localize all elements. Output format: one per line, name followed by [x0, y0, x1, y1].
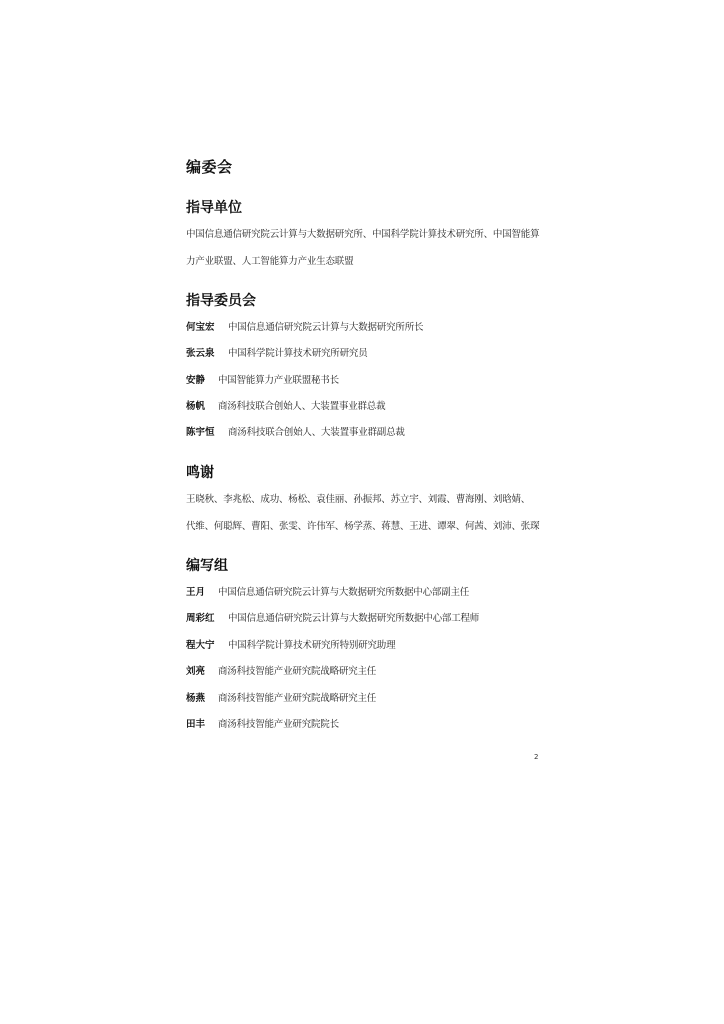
member-name: 程大宁: [186, 640, 215, 651]
member-title: 中国科学院计算技术研究所特别研究助理: [228, 640, 396, 651]
writing-group-member: [186, 690, 376, 704]
member-name: 王月: [186, 587, 206, 598]
guiding-committee-heading: 指导委员会: [186, 293, 256, 309]
member-name: 田丰: [186, 719, 206, 730]
member-title: 中国科学院计算技术研究所研究员: [228, 348, 368, 359]
member-title: 中国信息通信研究院云计算与大数据研究所所长: [228, 322, 424, 333]
member-title: 商汤科技联合创始人、大装置事业群副总裁: [228, 427, 405, 438]
committee-member: [186, 424, 405, 438]
writing-group-member: [186, 663, 376, 677]
guiding-units-heading: 指导单位: [186, 200, 242, 216]
committee-member: [186, 372, 339, 386]
writing-group-member: [186, 716, 339, 730]
writing-group-member: [186, 610, 479, 624]
member-name: 杨帆: [186, 401, 206, 412]
member-title: 商汤科技联合创始人、大装置事业群总裁: [218, 401, 386, 412]
acknowledgements-line: 代维、何聪辉、曹阳、张雯、许伟军、杨学蒸、蒋慧、王进、谭翠、何茜、刘沛、张琛: [186, 521, 540, 532]
member-name: 何宝宏: [186, 322, 215, 333]
doc-title: 编委会: [186, 158, 233, 176]
guiding-units-line: 力产业联盟、人工智能算力产业生态联盟: [186, 256, 354, 267]
document-page: [186, 0, 542, 1024]
writing-group-heading: 编写组: [186, 558, 228, 574]
writing-group-member: [186, 637, 395, 651]
member-title: 中国信息通信研究院云计算与大数据研究所数据中心部副主任: [218, 587, 470, 598]
member-name: 安静: [186, 375, 206, 386]
member-name: 杨燕: [186, 693, 206, 704]
acknowledgements-line: 王晓秋、李兆松、成功、杨松、袁佳丽、孙振邦、苏立宇、刘霞、曹海刚、刘晗婧、: [186, 494, 531, 505]
acknowledgements-heading: 鸣谢: [186, 465, 214, 481]
member-name: 刘亮: [186, 666, 206, 677]
member-title: 商汤科技智能产业研究院战略研究主任: [218, 666, 377, 677]
member-name: 陈宇恒: [186, 427, 215, 438]
guiding-units-line: 中国信息通信研究院云计算与大数据研究所、中国科学院计算技术研究所、中国智能算: [186, 229, 540, 240]
member-title: 商汤科技智能产业研究院战略研究主任: [218, 693, 377, 704]
member-name: 张云泉: [186, 348, 215, 359]
member-name: 周彩红: [186, 613, 215, 624]
committee-member: [186, 319, 423, 333]
member-title: 商汤科技智能产业研究院院长: [218, 719, 339, 730]
member-title: 中国智能算力产业联盟秘书长: [218, 375, 339, 386]
committee-member: [186, 345, 368, 359]
writing-group-member: [186, 584, 469, 598]
member-title: 中国信息通信研究院云计算与大数据研究所数据中心部工程师: [228, 613, 480, 624]
committee-member: [186, 398, 385, 412]
page-number: 2: [534, 753, 539, 761]
